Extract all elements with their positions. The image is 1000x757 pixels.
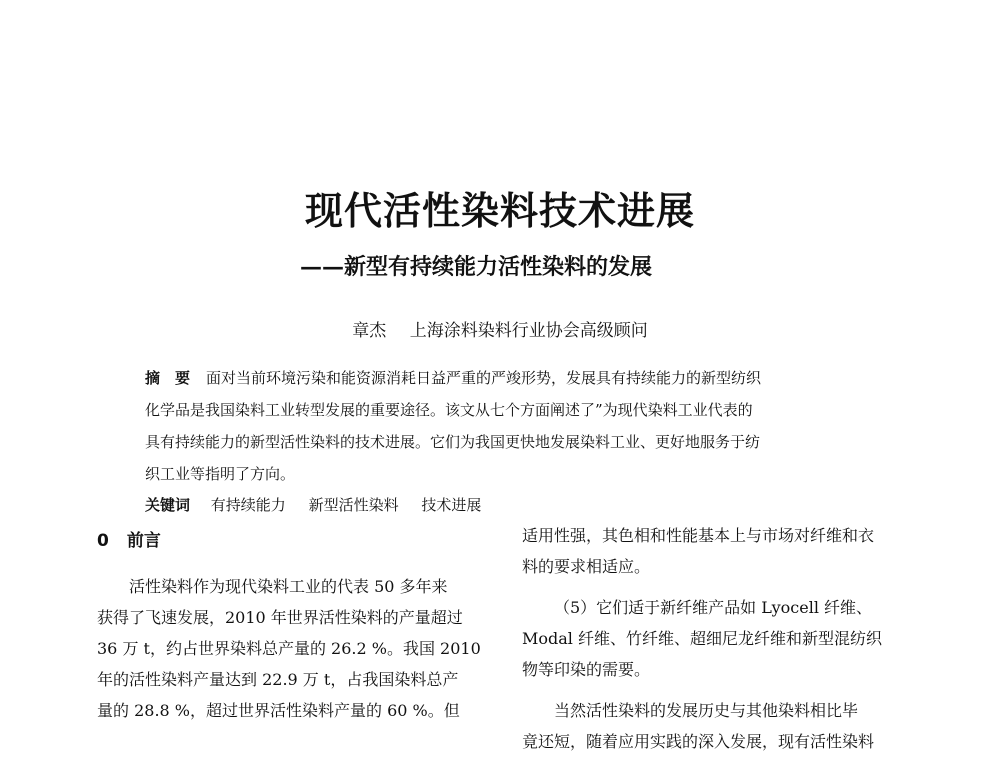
- abstract-line: 具有持续能力的新型活性染料的技术进展。它们为我国更快地发展染料工业、更好地服务于纺: [145, 433, 761, 451]
- abstract-line: [145, 362, 865, 394]
- body-line: 竟还短，随着应用实践的深入发展，现有活性染料: [522, 732, 875, 751]
- body-line: 年的活性染料产量达到 22.9 万 t，占我国染料总产: [97, 670, 459, 689]
- section-heading: [97, 526, 492, 557]
- body-line: 物等印染的需要。: [522, 660, 651, 679]
- keyword: 有持续能力: [210, 496, 286, 514]
- body-line: 料的要求相适应。: [522, 557, 651, 576]
- right-column: [522, 520, 922, 757]
- paper-subtitle: ——新型有持续能力活性染料的发展: [300, 254, 653, 280]
- body-line: Modal 纤维、竹纤维、超细尼龙纤维和新型混纺织: [522, 629, 883, 648]
- abstract-label: 摘 要: [145, 369, 191, 387]
- keyword: 新型活性染料: [308, 496, 399, 514]
- author-line: [0, 316, 1000, 341]
- abstract-line: 织工业等指明了方向。: [145, 465, 296, 483]
- left-column: [97, 526, 492, 726]
- body-line: 适用性强，其色相和性能基本上与市场对纤维和衣: [522, 526, 875, 545]
- abstract-line: 化学品是我国染料工业转型发展的重要途径。该文从七个方面阐述了”为现代染料工业代表的: [145, 401, 753, 419]
- abstract-text: 面对当前环境污染和能资源消耗日益严重的严竣形势，发展具有持续能力的新型纺织: [206, 369, 762, 387]
- paper-title: 现代活性染料技术进展: [304, 189, 695, 233]
- author-affiliation: 上海涂料染料行业协会高级顾问: [409, 321, 648, 341]
- keyword: 技术进展: [421, 496, 482, 514]
- author-name: 章杰: [352, 321, 387, 341]
- keywords-label: 关键词: [145, 496, 191, 514]
- section-title: 前言: [126, 531, 161, 551]
- body-line: 获得了飞速发展，2010 年世界活性染料的产量超过: [97, 608, 463, 627]
- abstract: [145, 362, 865, 490]
- body-line: 活性染料作为现代染料工业的代表 50 多年来: [129, 577, 448, 596]
- body-line: 量的 28.8 %，超过世界活性染料产量的 60 %。但: [97, 701, 460, 720]
- body-line: 当然活性染料的发展历史与其他染料相比毕: [554, 701, 859, 720]
- keywords: [145, 494, 865, 515]
- section-number: 0: [97, 531, 109, 551]
- body-line: 36 万 t，约占世界染料总产量的 26.2 %。我国 2010: [97, 639, 481, 658]
- body-line: （5）它们适于新纤维产品如 Lyocell 纤维、: [554, 598, 873, 617]
